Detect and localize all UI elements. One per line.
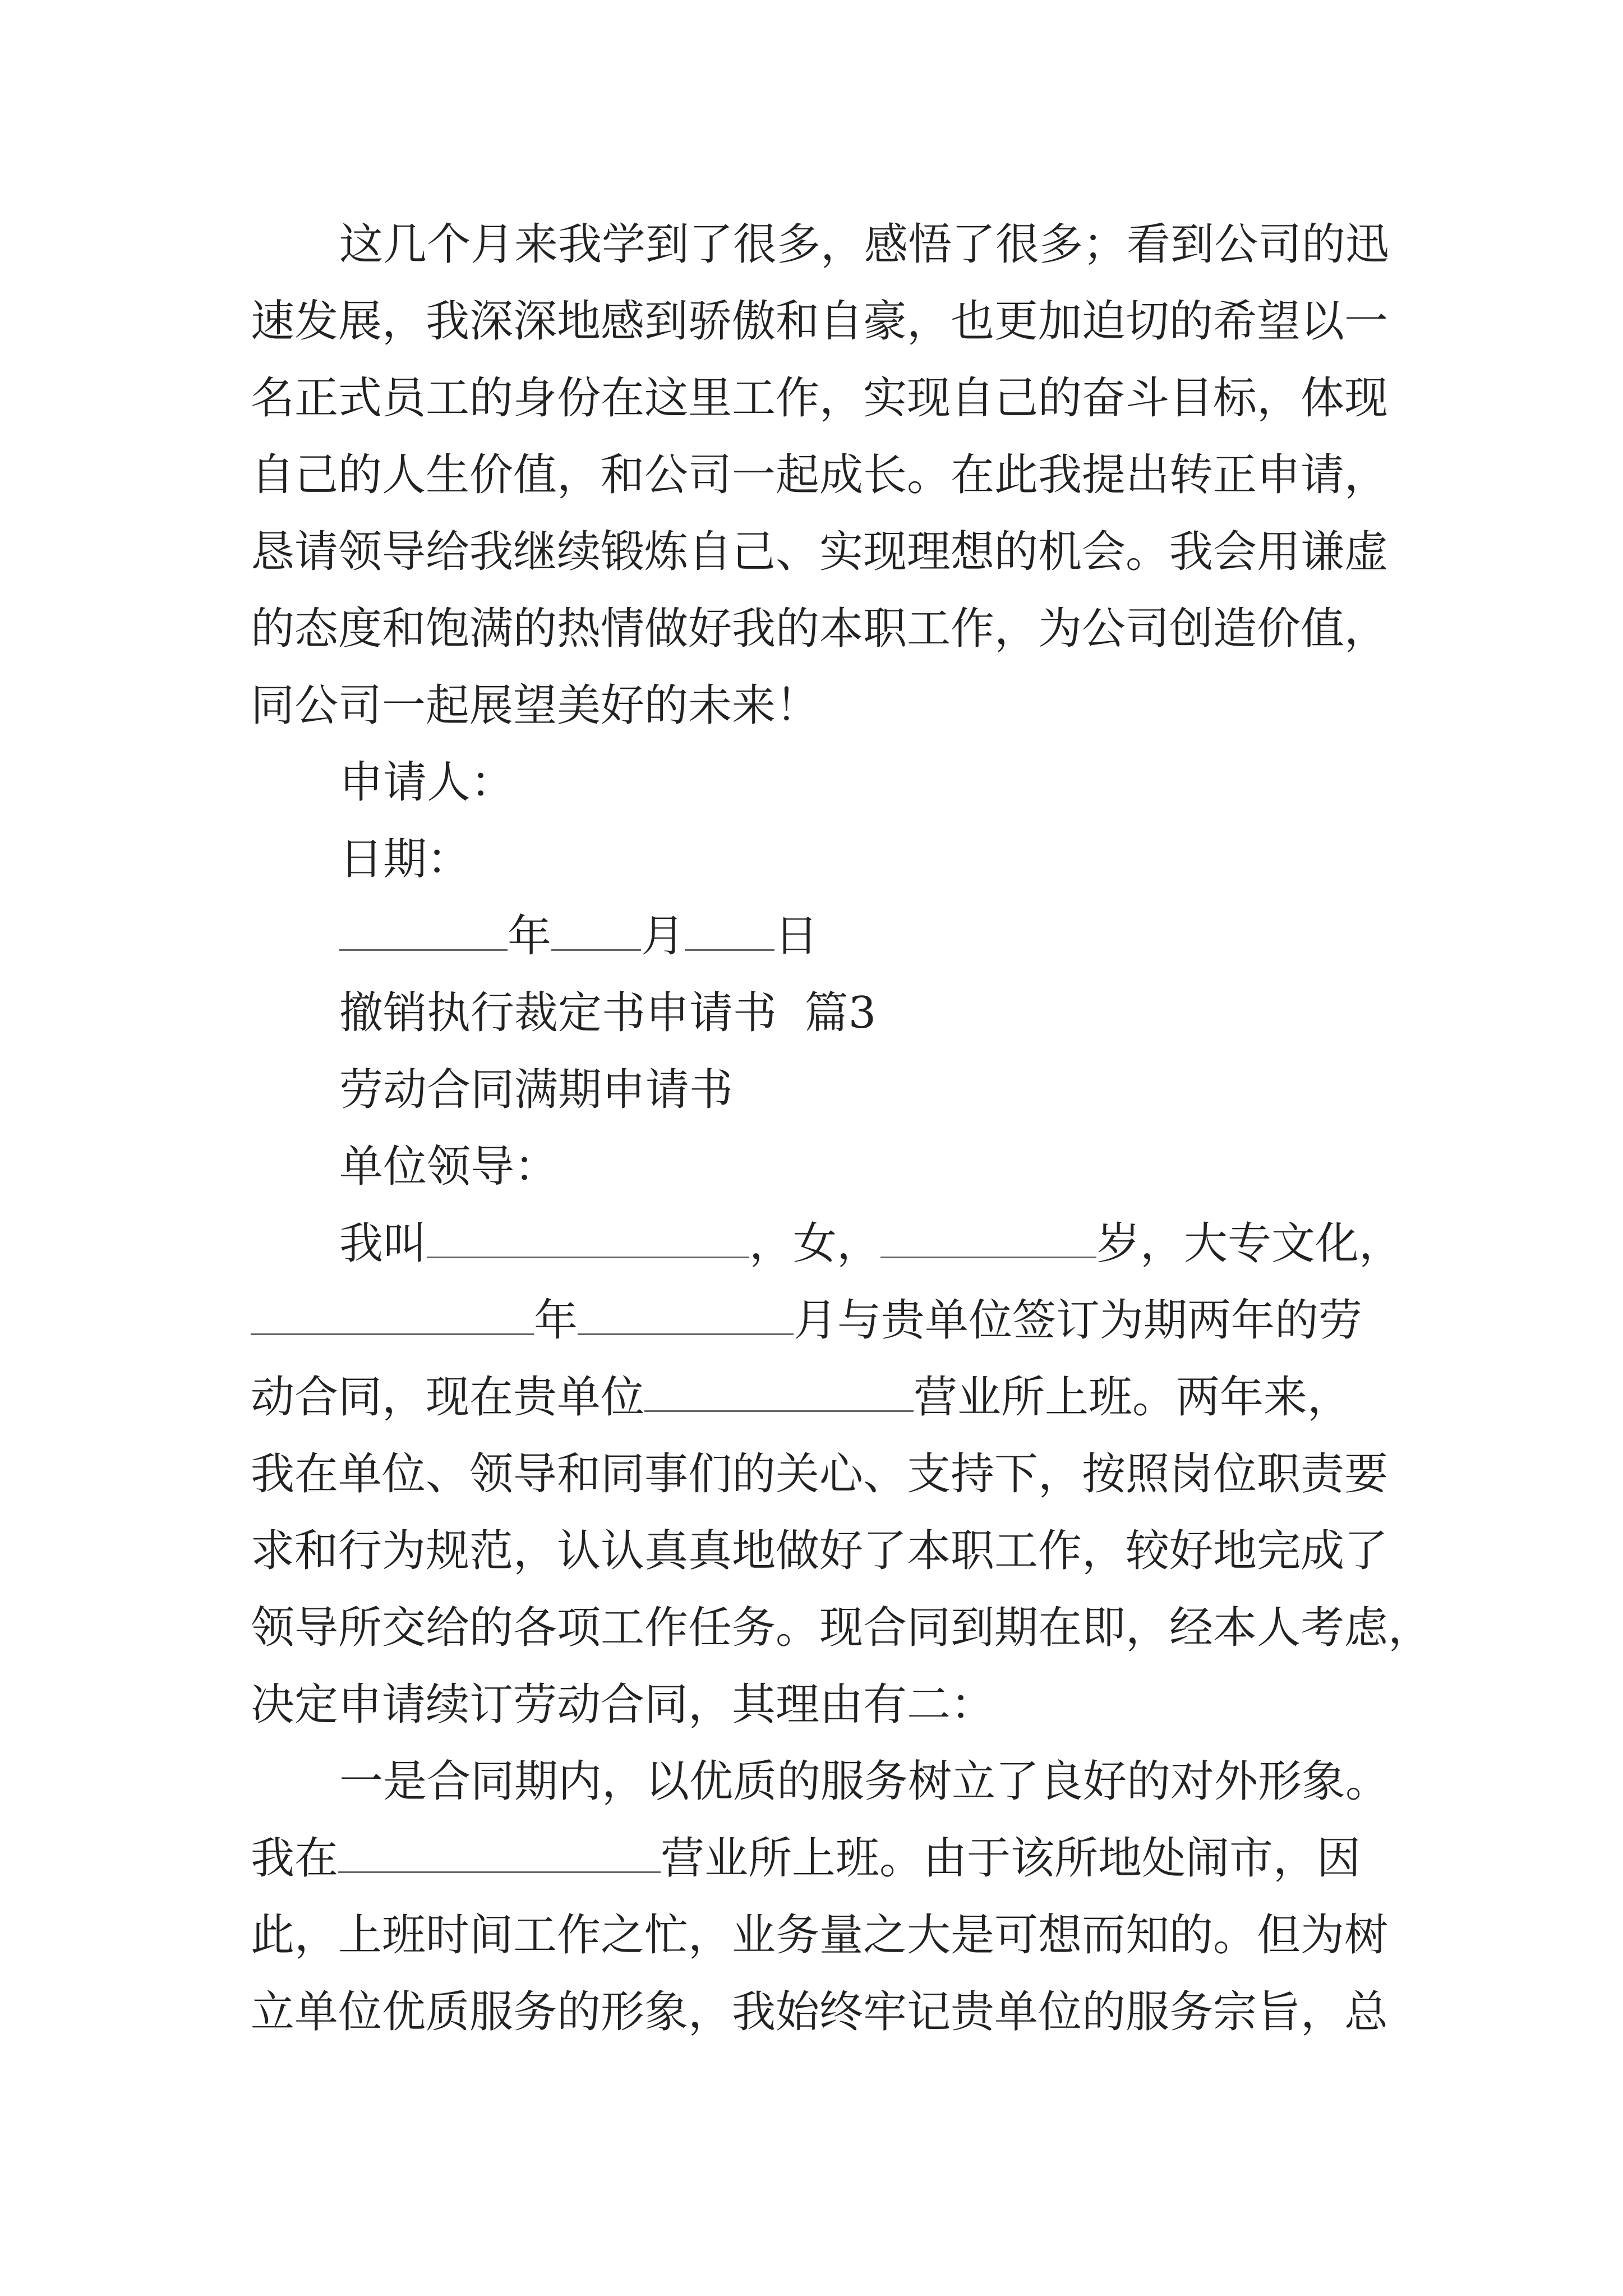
contract-year-blank	[251, 1293, 534, 1335]
paragraph-line: 决定申请续订劳动合同，其理由有二：	[251, 1680, 995, 1730]
paragraph-line: 求和行为规范，认认真真地做好了本职工作，较好地完成了	[251, 1526, 1389, 1576]
year-blank	[339, 909, 508, 951]
paragraph-line: 我在单位、领导和同事们的关心、支持下，按照岗位职责要	[251, 1449, 1389, 1499]
letter-title: 劳动合同满期申请书	[339, 1065, 734, 1115]
body-text: 营业所上班。由于该所地处闹市，因	[661, 1833, 1361, 1884]
body-text: 动合同，现在贵单位	[251, 1372, 645, 1423]
body-text: 岁，大专文化，	[1096, 1218, 1403, 1269]
body-text: ，女，	[749, 1218, 881, 1269]
paragraph-line: 领导所交给的各项工作任务。现合同到期在即，经本人考虑，	[251, 1603, 1432, 1653]
name-blank	[427, 1216, 749, 1258]
body-text: 月与贵单位签订为期两年的劳	[794, 1295, 1363, 1346]
paragraph-line: 此，上班时间工作之忙，业务量之大是可想而知的。但为树	[251, 1910, 1389, 1961]
body-line-name	[251, 1205, 1403, 1282]
paragraph-line: 恳请领导给我继续锻炼自己、实现理想的机会。我会用谦虚	[251, 527, 1389, 577]
year-label: 年	[508, 911, 552, 961]
paragraph-line: 立单位优质服务的形象，我始终牢记贵单位的服务宗旨，总	[251, 1987, 1389, 2037]
paragraph-line: 一是合同期内，以优质的服务树立了良好的对外形象。	[339, 1756, 1390, 1807]
body-text: 我在	[251, 1833, 339, 1884]
reason-office-blank	[338, 1831, 661, 1873]
paragraph-line: 速发展，我深深地感到骄傲和自豪，也更加迫切的希望以一	[251, 296, 1389, 347]
section-title: 撤销执行裁定书申请书 篇3	[339, 988, 877, 1038]
paragraph-line: 名正式员工的身份在这里工作，实现自己的奋斗目标，体现	[251, 373, 1389, 424]
paragraph-line: 的态度和饱满的热情做好我的本职工作，为公司创造价值，	[251, 604, 1389, 654]
date-line	[251, 898, 1384, 975]
day-label: 日	[774, 911, 819, 961]
office-blank	[644, 1370, 914, 1412]
body-text: 营业所上班。两年来，	[914, 1372, 1352, 1423]
applicant-label: 申请人：	[339, 757, 515, 808]
reason-line-office	[251, 1820, 1384, 1897]
body-line-contract-date	[251, 1282, 1384, 1359]
contract-month-blank	[578, 1293, 794, 1335]
day-blank	[685, 909, 774, 951]
paragraph-line: 这几个月来我学到了很多，感悟了很多；看到公司的迅	[339, 219, 1390, 270]
document-text	[251, 206, 1432, 2051]
date-label: 日期：	[339, 834, 471, 885]
paragraph-line: 自己的人生价值，和公司一起成长。在此我提出转正申请，	[251, 450, 1389, 500]
body-text: 年	[534, 1295, 578, 1346]
body-line-office	[251, 1359, 1384, 1436]
month-blank	[551, 909, 641, 951]
salutation: 单位领导：	[339, 1142, 559, 1192]
month-label: 月	[641, 911, 685, 961]
paragraph-line: 同公司一起展望美好的未来！	[251, 680, 820, 731]
age-blank	[880, 1216, 1096, 1258]
body-text: 我叫	[339, 1218, 427, 1269]
